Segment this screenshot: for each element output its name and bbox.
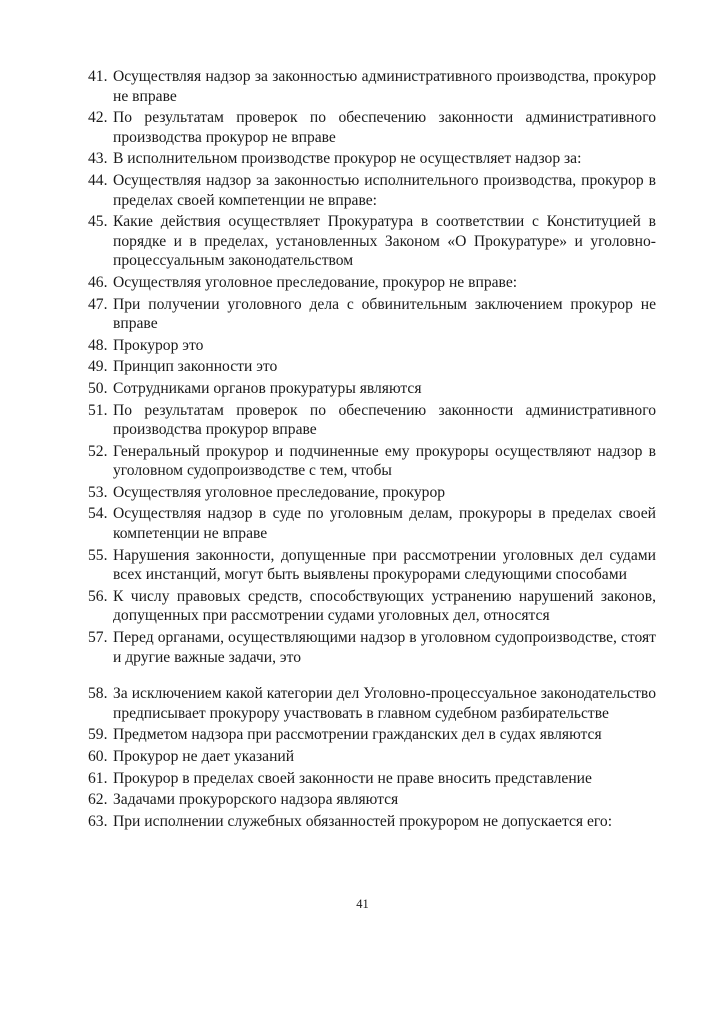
question-57 (88, 628, 656, 667)
question-45 (88, 212, 656, 271)
question-56 (88, 587, 656, 626)
question-number: 45. (88, 213, 108, 231)
question-55 (88, 546, 656, 585)
question-61 (88, 769, 656, 789)
question-text: Осуществляя надзор за законностью административного производства, прокурор не вправе (113, 68, 656, 105)
question-text: Осуществляя надзор в суде по уголовным делам, прокуроры в пределах своей компетенции не вправе (113, 505, 656, 543)
question-50 (88, 379, 656, 399)
question-48 (88, 336, 656, 356)
question-number: 57. (88, 629, 108, 647)
question-46 (88, 273, 656, 293)
question-text: За исключением какой категории дел Уголовно-процессуальное законодательство предписывает прокурору участвовать в главном судебном разбирательстве (113, 685, 656, 722)
question-text: Осуществляя уголовное преследование, прокурор не вправе: (113, 273, 518, 291)
question-number: 41. (88, 68, 108, 85)
question-number: 56. (88, 587, 108, 605)
question-text: Осуществляя уголовное преследование, прокурор (113, 483, 446, 501)
question-47 (88, 295, 656, 334)
question-text: Предметом надзора при рассмотрении гражданских дел в судах являются (113, 726, 602, 744)
question-number: 62. (88, 791, 108, 809)
page-number: 41 (356, 897, 369, 911)
question-text: Нарушения законности, допущенные при рассмотрении уголовных дел судами всех инстанций, могут быть выявлены прокурорами следующими способами (113, 546, 656, 584)
question-58 (88, 684, 656, 723)
question-text: Прокурор это (113, 336, 204, 354)
question-number: 51. (88, 401, 108, 419)
question-number: 47. (88, 295, 108, 313)
question-text: К числу правовых средств, способствующих устранению нарушений законов, допущенных при рассмотрении судами уголовных дел, относятся (113, 587, 656, 625)
question-62 (88, 790, 656, 810)
question-text: Перед органами, осуществляющими надзор в уголовном судопроизводстве, стоят и другие важные задачи, это (113, 629, 656, 666)
question-number: 52. (88, 442, 108, 460)
question-number: 58. (88, 685, 108, 703)
question-number: 60. (88, 748, 108, 765)
question-number: 54. (88, 505, 108, 523)
question-text: Генеральный прокурор и подчиненные ему прокуроры осуществляют надзор в уголовном судопроизводстве с тем, чтобы (113, 442, 656, 480)
question-text: Осуществляя надзор за законностью исполнительного производства, прокурор в пределах своей компетенции не вправе: (113, 171, 656, 209)
question-number: 63. (88, 812, 108, 830)
question-number: 49. (88, 358, 108, 376)
question-53 (88, 483, 656, 503)
question-number: 48. (88, 336, 108, 354)
question-63 (88, 812, 656, 832)
question-43 (88, 149, 656, 169)
question-42 (88, 108, 656, 147)
question-number: 44. (88, 171, 108, 189)
question-text: При получении уголовного дела с обвинительным заключением прокурор не вправе (113, 295, 656, 333)
question-44 (88, 171, 656, 210)
question-text: Сотрудниками органов прокуратуры являются (113, 379, 422, 397)
question-text: В исполнительном производстве прокурор не осуществляет надзор за: (113, 150, 582, 168)
question-text: При исполнении служебных обязанностей прокурором не допускается его: (113, 812, 613, 830)
question-number: 61. (88, 769, 108, 787)
question-number: 46. (88, 273, 108, 291)
question-number: 55. (88, 546, 108, 564)
question-number: 50. (88, 379, 108, 397)
question-text: Задачами прокурорского надзора являются (113, 791, 399, 809)
question-text: Прокурор в пределах своей законности не праве вносить представление (113, 769, 592, 787)
question-text: Прокурор не дает указаний (113, 748, 295, 765)
question-text: По результатам проверок по обеспечению законности административного производства прокурор не вправе (113, 109, 656, 146)
question-51 (88, 401, 656, 440)
question-text: Принцип законности это (113, 358, 278, 376)
question-54 (88, 504, 656, 543)
question-number: 59. (88, 726, 108, 744)
question-text: По результатам проверок по обеспечению законности административного производства прокурор вправе (113, 401, 656, 439)
question-list (88, 67, 656, 833)
question-number: 53. (88, 483, 108, 501)
question-number: 43. (88, 150, 108, 168)
question-number: 42. (88, 109, 108, 127)
question-41 (88, 67, 656, 106)
question-49 (88, 357, 656, 377)
question-52 (88, 442, 656, 481)
question-text: Какие действия осуществляет Прокуратура в соответствии с Конституцией в порядке и в пределах, установленных Законом «О Прокуратуре» и уголовно-процессуальным законодательством (113, 213, 656, 270)
question-59 (88, 725, 656, 745)
question-60 (88, 747, 656, 767)
